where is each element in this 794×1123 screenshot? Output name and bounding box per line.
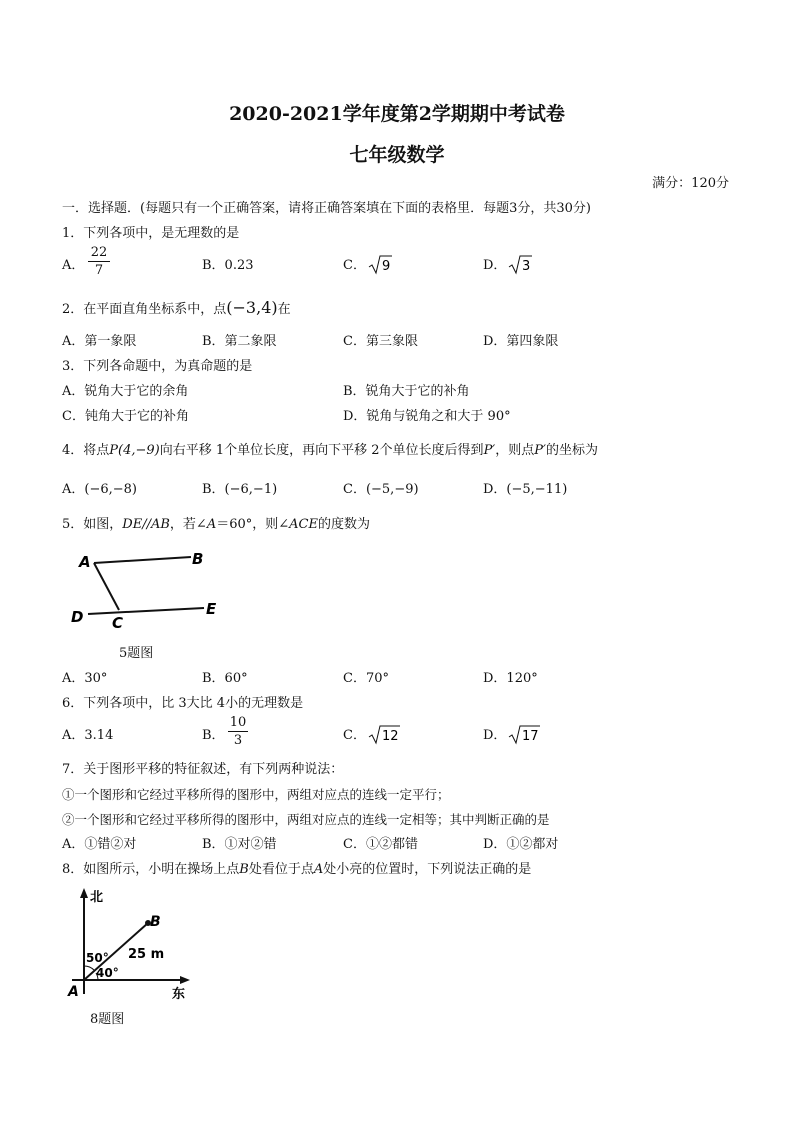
- q4-p-prime-1: P′: [483, 443, 496, 458]
- exam-title: 2020-2021学年度第2学期期中考试卷: [229, 103, 565, 125]
- q6-stem: 6．下列各项中，比 3大比 4小的无理数是: [62, 696, 304, 711]
- q5-option-c: C．70°: [343, 671, 389, 686]
- q4-option-b: B．(−6,−1): [202, 482, 278, 497]
- q5-figure: [66, 544, 236, 634]
- q6-b-denominator: 3: [233, 733, 243, 748]
- q1-option-a-fraction: [88, 245, 110, 278]
- q1-a-denominator: 7: [94, 263, 104, 278]
- q1-option-b: B．0.23: [202, 258, 254, 273]
- q1-d-radicand: 3: [522, 259, 531, 274]
- q8-stem-pre: 8．如图所示，小明在操场上点: [62, 862, 240, 877]
- q8-stem: [62, 862, 531, 878]
- q6-d-sqrt-icon: [508, 724, 540, 746]
- q5-target-angle: ACE: [289, 517, 318, 532]
- q4-stem-mid: 向右平移 1个单位长度，再向下平移 2个单位长度后得到: [159, 443, 484, 458]
- q2-option-c: C．第三象限: [343, 334, 418, 349]
- q6-c-radicand: 12: [382, 729, 399, 744]
- q5-option-d: D．120°: [483, 671, 538, 686]
- full-score: 满分：120分: [652, 176, 729, 191]
- q5-stem: [62, 517, 370, 533]
- q5-cond-angle: A: [206, 517, 217, 532]
- q6-d-radicand: 17: [522, 729, 539, 744]
- q1-option-c-label: C．: [343, 258, 366, 273]
- q1-a-numerator: 22: [90, 245, 108, 260]
- q3-option-a: A．锐角大于它的余角: [62, 384, 189, 399]
- q1-stem: 1．下列各项中，是无理数的是: [62, 226, 240, 241]
- q1-c-sqrt-icon: [368, 254, 392, 276]
- q4-p-prime-2: P′: [534, 443, 546, 458]
- q2-option-b: B．第二象限: [202, 334, 277, 349]
- q4-option-a: A．(−6,−8): [62, 482, 137, 497]
- q5-label-d: D: [71, 608, 84, 626]
- exam-subtitle: 七年级数学: [349, 144, 445, 166]
- q5-label-e: E: [206, 600, 217, 618]
- q4-point: P(4,−9): [109, 443, 160, 458]
- q4-option-d: D．(−5,−11): [483, 482, 568, 497]
- q5-stem-pre: 5．如图，: [62, 517, 123, 532]
- q5-option-a: A．30°: [62, 671, 108, 686]
- q6-b-numerator: 10: [229, 715, 247, 730]
- q4-option-c: C．(−5,−9): [343, 482, 419, 497]
- q5-label-c: C: [112, 614, 124, 632]
- q6-option-d-label: D．: [483, 728, 507, 743]
- q4-stem: [62, 443, 598, 459]
- q6-option-c-label: C．: [343, 728, 366, 743]
- q8-point-b: B: [239, 862, 249, 877]
- q6-option-b-fraction: [228, 715, 248, 748]
- q8-label-angle-50: 50°: [86, 951, 109, 965]
- q2-stem-pre: 2．在平面直角坐标系中，点: [62, 302, 227, 317]
- q7-option-b: B．①对②错: [202, 837, 277, 852]
- q8-figure-caption: 8题图: [90, 1012, 125, 1027]
- q8-label-east: 东: [172, 987, 186, 1002]
- q6-option-b-label: B．: [202, 728, 225, 743]
- q5-label-a: A: [79, 553, 91, 571]
- q2-point: (−3,4): [226, 298, 278, 317]
- q5-stem-post: 的度数为: [317, 517, 370, 532]
- q8-label-b: B: [150, 914, 161, 930]
- q6-c-sqrt-icon: [368, 724, 400, 746]
- q8-point-a: A: [313, 862, 324, 877]
- q7-statement-1: ①一个图形和它经过平移所得的图形中，两组对应点的连线一定平行；: [62, 787, 450, 802]
- q5-stem-mid2: ＝60°，则∠: [216, 517, 290, 532]
- q3-option-b: B．锐角大于它的补角: [343, 384, 470, 399]
- q1-option-a-label: A．: [62, 258, 85, 273]
- q8-stem-post: 处小亮的位置时，下列说法正确的是: [323, 862, 532, 877]
- q1-option-d-label: D．: [483, 258, 507, 273]
- q5-cond-parallel: DE//AB: [122, 517, 170, 532]
- section-heading: 一．选择题．(每题只有一个正确答案，请将正确答案填在下面的表格里．每题3分，共30分): [62, 201, 591, 216]
- q8-label-north: 北: [90, 890, 104, 905]
- q3-option-c: C．钝角大于它的补角: [62, 409, 189, 424]
- q7-option-d: D．①②都对: [483, 837, 559, 852]
- q7-option-c: C．①②都错: [343, 837, 418, 852]
- q7-option-a: A．①错②对: [62, 837, 137, 852]
- q8-stem-mid: 处看位于点: [248, 862, 314, 877]
- q5-option-b: B．60°: [202, 671, 248, 686]
- q5-figure-caption: 5题图: [119, 646, 154, 661]
- q3-option-d: D．锐角与锐角之和大于 90°: [343, 409, 511, 424]
- q8-figure: [62, 886, 202, 1002]
- q6-option-a: A．3.14: [62, 728, 114, 743]
- q5-stem-mid: ，若∠: [169, 517, 207, 532]
- q7-statement-2: ②一个图形和它经过平移所得的图形中，两组对应点的连线一定相等；其中判断正确的是: [62, 812, 550, 827]
- q8-label-angle-40: 40°: [96, 966, 119, 980]
- q4-stem-post: 的坐标为: [545, 443, 598, 458]
- q2-option-d: D．第四象限: [483, 334, 559, 349]
- q2-stem-post: 在: [277, 302, 291, 317]
- q1-c-radicand: 9: [382, 259, 391, 274]
- q5-label-b: B: [192, 550, 204, 568]
- q7-stem: 7．关于图形平移的特征叙述，有下列两种说法：: [62, 762, 344, 777]
- q2-option-a: A．第一象限: [62, 334, 137, 349]
- q8-label-distance: 25 m: [128, 947, 165, 962]
- q2-stem: [62, 300, 291, 318]
- q1-d-sqrt-icon: [508, 254, 532, 276]
- q3-stem: 3．下列各命题中，为真命题的是: [62, 359, 253, 374]
- q4-stem-pre: 4．将点: [62, 443, 110, 458]
- q4-stem-mid2: ，则点: [495, 443, 535, 458]
- q8-label-a: A: [68, 984, 79, 1000]
